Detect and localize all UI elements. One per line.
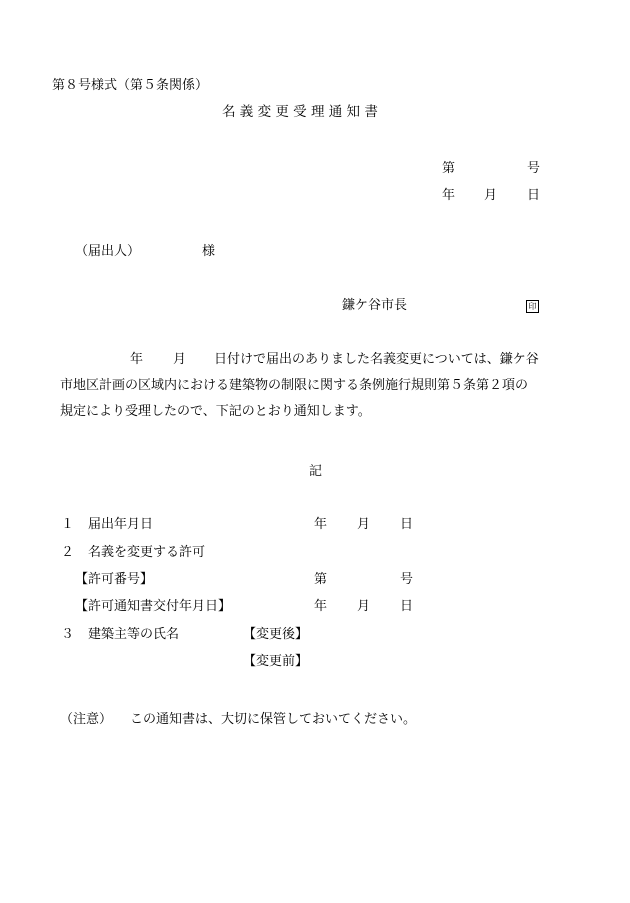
addressee-label: （届出人） <box>75 244 141 259</box>
body-line-2: 市地区計画の区域内における建築物の制限に関する条例施行規則第５条第２項の <box>60 378 529 393</box>
note-label: （注意） <box>60 712 113 727</box>
permit-date-label: 【許可通知書交付年月日】 <box>75 599 232 614</box>
item-3-label: 建築主等の氏名 <box>88 627 180 642</box>
item-1-month: 月 <box>357 517 371 532</box>
body-line-1-text: 日付けで届出のありました名義変更については、鎌ケ谷 <box>214 352 539 367</box>
permit-date-day: 日 <box>400 599 414 614</box>
body-line-1 <box>60 347 576 373</box>
item-3-before-label: 【変更前】 <box>243 654 309 669</box>
item-1-day: 日 <box>400 517 414 532</box>
item-1-label: 届出年月日 <box>88 517 154 532</box>
item-1-year: 年 <box>314 517 328 532</box>
note-text: この通知書は、大切に保管しておいてください。 <box>130 712 417 727</box>
doc-number-prefix: 第 <box>442 161 456 176</box>
issuer-name: 鎌ケ谷市長 <box>342 298 408 313</box>
body-line-3: 規定により受理したので、下記のとおり通知します。 <box>60 404 371 419</box>
body-paragraph <box>60 347 576 425</box>
form-id: 第８号様式（第５条関係） <box>52 78 209 93</box>
body-month: 月 <box>173 352 187 367</box>
document-title: 名 義 変 更 受 理 通 知 書 <box>222 104 378 120</box>
date-year: 年 <box>442 188 456 203</box>
official-seal-icon: 印 <box>526 300 539 313</box>
permit-number-suffix: 号 <box>400 572 414 587</box>
permit-number-label: 【許可番号】 <box>75 572 154 587</box>
item-2-label: 名義を変更する許可 <box>88 545 206 560</box>
permit-number-prefix: 第 <box>314 572 328 587</box>
permit-date-month: 月 <box>357 599 371 614</box>
ki-heading: 記 <box>309 464 323 479</box>
addressee-honorific: 様 <box>202 244 216 259</box>
item-2-number: ２ <box>61 545 75 560</box>
item-3-number: ３ <box>61 627 75 642</box>
date-day: 日 <box>527 188 541 203</box>
item-1-number: １ <box>61 517 75 532</box>
date-month: 月 <box>484 188 498 203</box>
permit-date-year: 年 <box>314 599 328 614</box>
doc-number-suffix: 号 <box>527 161 541 176</box>
item-3-after-label: 【変更後】 <box>243 627 309 642</box>
body-year: 年 <box>130 352 144 367</box>
